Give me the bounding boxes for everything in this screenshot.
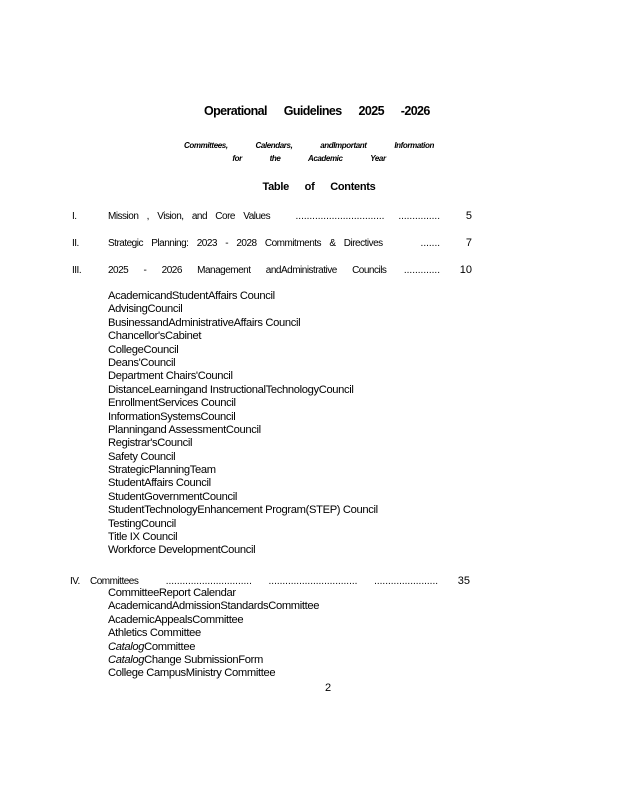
- council-item: Title IX Council: [108, 531, 178, 544]
- committee-item: [108, 667, 319, 680]
- subtitle-line-2: for the Academic Year: [232, 154, 386, 163]
- toc-numeral: IV.: [70, 576, 80, 587]
- subtitle-line-1: Committees, Calendars, andImportant Information: [184, 141, 434, 150]
- toc-page-number: 7: [465, 237, 472, 249]
- committee-item-italic: Catalog: [108, 653, 145, 666]
- council-item: Chancellor'sCabinet: [108, 330, 202, 343]
- page-number: 2: [325, 682, 332, 694]
- council-item: InformationSystemsCouncil: [108, 410, 236, 423]
- toc-entry-text: Mission , Vision, and Core Values: [108, 211, 271, 222]
- toc-numeral: I.: [72, 211, 77, 222]
- toc-numeral: III.: [72, 265, 82, 276]
- committee-item-text: CommitteeReport Calendar: [108, 587, 236, 599]
- toc-page-number: 5: [465, 210, 472, 222]
- committee-item-text: AcademicAppealsCommittee: [108, 613, 244, 626]
- council-item: DistanceLearningand InstructionalTechnologyCouncil: [108, 383, 354, 396]
- councils-list: [108, 290, 378, 558]
- council-item: Deans'Council: [108, 356, 176, 369]
- council-item: StudentTechnologyEnhancement Program(STEP) Council: [108, 504, 378, 517]
- toc-row: [72, 264, 472, 276]
- council-item: TestingCouncil: [108, 517, 176, 530]
- committee-item-text: Athletics Committee: [108, 627, 201, 640]
- council-item: Safety Council: [108, 450, 176, 463]
- council-item: BusinessandAdministrativeAffairs Council: [108, 316, 301, 329]
- document-subtitle: [0, 139, 618, 165]
- toc-page-number: 10: [459, 264, 472, 276]
- council-item: Workforce DevelopmentCouncil: [108, 544, 256, 557]
- committee-item: [108, 587, 319, 600]
- toc-entry-text: 2025 - 2026 Management andAdministrative Councils: [108, 265, 387, 276]
- committee-item: [108, 614, 319, 627]
- council-item: Planningand AssessmentCouncil: [108, 423, 261, 436]
- toc-leader: .......: [420, 238, 440, 249]
- committees-list: [108, 587, 319, 681]
- council-item: CollegeCouncil: [108, 343, 179, 356]
- council-item: StrategicPlanningTeam: [108, 464, 216, 477]
- toc-numeral: II.: [72, 238, 79, 249]
- toc-leader: ................................ ...............: [295, 211, 440, 222]
- toc-leader: .............: [403, 265, 440, 276]
- toc-row: [70, 575, 470, 587]
- council-item: AcademicandStudentAffairs Council: [108, 290, 275, 302]
- committee-item-text: Committee: [144, 640, 196, 653]
- committee-item: [108, 600, 319, 613]
- toc-heading: Table of Contents: [262, 181, 376, 193]
- committee-item-italic: Catalog: [108, 640, 145, 653]
- council-item: Registrar'sCouncil: [108, 437, 193, 450]
- council-item: StudentAffairs Council: [108, 477, 211, 490]
- committee-item: [108, 641, 319, 654]
- committee-item-text: College CampusMinistry Committee: [108, 667, 276, 680]
- committee-item-text: AcademicandAdmissionStandardsCommittee: [108, 600, 320, 613]
- toc-leader: ............................... ................................ .......................: [165, 576, 438, 587]
- committee-item: [108, 627, 319, 640]
- committee-item-text: Change SubmissionForm: [144, 653, 264, 666]
- toc-row: [72, 237, 472, 249]
- toc-entry-text: Committees: [90, 576, 139, 587]
- committee-item: [108, 654, 319, 667]
- toc-entry-text: Strategic Planning: 2023 - 2028 Commitments & Directives: [108, 238, 383, 249]
- council-item: EnrollmentServices Council: [108, 397, 236, 410]
- document-title: Operational Guidelines 2025 -2026: [204, 104, 430, 118]
- council-item: StudentGovernmentCouncil: [108, 490, 238, 503]
- council-item: AdvisingCouncil: [108, 303, 183, 316]
- toc-page-number: 35: [457, 575, 470, 587]
- council-item: Department Chairs'Council: [108, 370, 233, 383]
- toc-row: [72, 210, 472, 222]
